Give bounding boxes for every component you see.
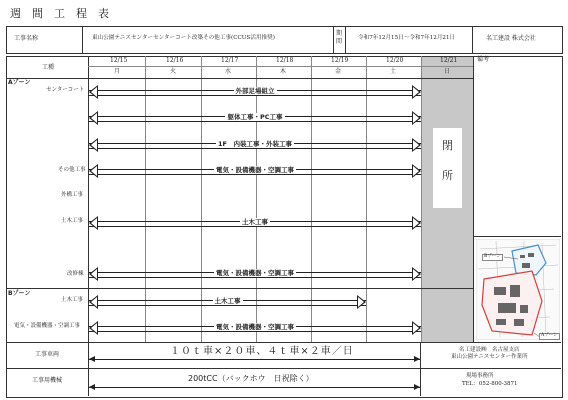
header-box bbox=[6, 26, 563, 54]
site-office-label: 現場事務所 bbox=[466, 373, 494, 379]
machines-arrow bbox=[89, 387, 420, 388]
contractor-name: 名工建設 株式会社 bbox=[486, 35, 536, 42]
date-1216: 12/16 bbox=[166, 57, 184, 64]
koshu-header: 工種 bbox=[42, 64, 55, 71]
vehicles-text: １０ｔ車×２０車、４ｔ車×２車／日 bbox=[170, 346, 354, 357]
weekday-sat: 土 bbox=[390, 68, 397, 75]
task-label: 外部足場組立 bbox=[235, 87, 275, 95]
project-label: 工事名称 bbox=[14, 35, 39, 42]
weekday-tue: 火 bbox=[170, 68, 177, 75]
task-label: 電気・設備機器・空調工事 bbox=[216, 269, 294, 277]
task-label: 躯体工事・PC工事 bbox=[227, 113, 283, 121]
page-title: 週 間 工 程 表 bbox=[10, 7, 109, 20]
task-bar-structure bbox=[89, 111, 421, 125]
zone-b-label: Bゾーン bbox=[8, 290, 31, 297]
map-label-b-zone: Bゾーン bbox=[484, 254, 501, 259]
row-center-court: センターコート bbox=[46, 87, 85, 93]
task-label: 電気・設備機器・空調工事 bbox=[216, 323, 294, 331]
task-bar-electrical-b bbox=[89, 321, 421, 335]
date-1215: 12/15 bbox=[110, 57, 128, 64]
vehicles-label: 工事車両 bbox=[35, 351, 60, 358]
closed-char-1: 閉 bbox=[442, 139, 453, 152]
date-1219: 12/19 bbox=[331, 57, 349, 64]
machines-text: 200tCC（バックホウ 日祝除く） bbox=[188, 374, 314, 383]
closed-char-2: 所 bbox=[442, 169, 453, 182]
map-label-a-zone: Aゾーン bbox=[541, 333, 558, 338]
machines-label: 工事用機械 bbox=[32, 377, 63, 384]
office-line-2: 東山公園テニスセンター作業所 bbox=[451, 354, 528, 360]
date-1217: 12/17 bbox=[221, 57, 239, 64]
project-name: 東山公園テニスセンターセンターコート改築その他工事(CCUS活用推奨) bbox=[92, 35, 275, 41]
row-civil-works: 土木工事 bbox=[61, 218, 84, 224]
task-bar-scaffold bbox=[89, 85, 421, 99]
row-renovation: 改修棟 bbox=[67, 271, 84, 277]
date-1220: 12/20 bbox=[386, 57, 404, 64]
row-other-works: その他工事 bbox=[58, 167, 86, 173]
task-label: 土木工事 bbox=[242, 218, 268, 226]
site-office-tel: TEL：052-800-3871 bbox=[462, 381, 518, 387]
row-b-electrical: 電気・設備機器・空調工事 bbox=[14, 323, 81, 329]
vehicles-arrow bbox=[89, 359, 420, 360]
task-label: 土木工事 bbox=[214, 297, 241, 305]
row-b-civil-works: 土木工事 bbox=[61, 297, 84, 303]
office-line-1: 名工建設㈱ 名古屋支店 bbox=[459, 347, 520, 353]
row-exterior-works: 外構工事 bbox=[61, 192, 84, 198]
date-1221: 12/21 bbox=[440, 57, 458, 64]
date-1218: 12/18 bbox=[276, 57, 294, 64]
task-label: 1F 内装工事・外装工事 bbox=[218, 140, 292, 148]
site-map bbox=[476, 239, 560, 340]
task-bar-interior bbox=[89, 138, 421, 152]
weekday-wed: 水 bbox=[225, 68, 232, 75]
weekday-thu: 木 bbox=[280, 68, 287, 75]
weekday-fri: 金 bbox=[335, 68, 342, 75]
weekday-mon: 月 bbox=[114, 68, 121, 75]
weekday-sun: 日 bbox=[444, 68, 451, 75]
remarks-header: 備考 bbox=[477, 56, 490, 63]
task-bar-civil-b bbox=[89, 295, 366, 309]
zone-a-label: Aゾーン bbox=[8, 79, 31, 86]
task-bar-electrical-a1 bbox=[89, 164, 421, 178]
task-bar-electrical-a2 bbox=[89, 267, 421, 281]
period-label: 期間 bbox=[336, 30, 343, 45]
task-bar-civil-a bbox=[89, 216, 421, 230]
task-label: 電気・設備機器・空調工事 bbox=[216, 166, 294, 174]
period-dates: 令和7年12月15日～令和7年12月21日 bbox=[358, 35, 456, 41]
